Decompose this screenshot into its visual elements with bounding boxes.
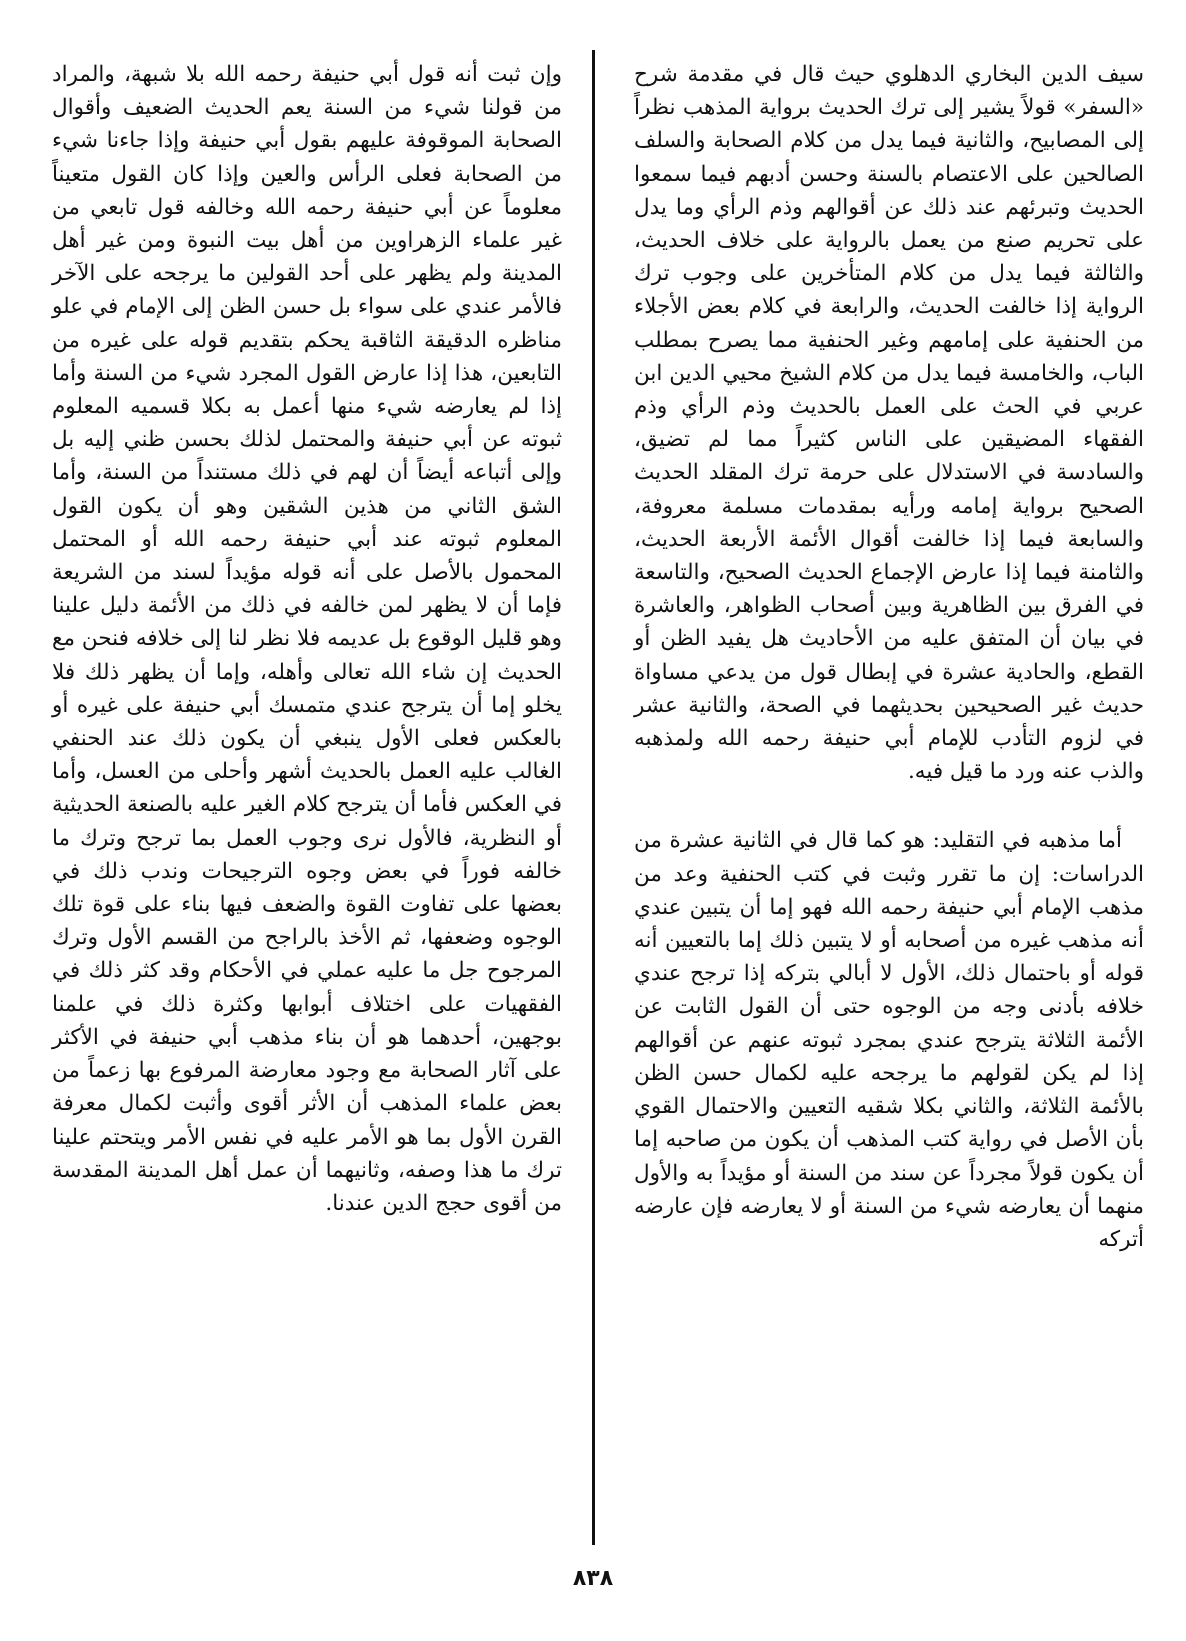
right-column-paragraph-1: سيف الدين البخاري الدهلوي حيث قال في مقدمة شرح «السفر» قولاً يشير إلى ترك الحديث برواية المذهب نظراً إلى المصابيح، والثانية فيما يدل من كلام الصحابة والسلف الصالحين على الاعتصام بالسنة وحسن أدبهم فيما سمعوا الحديث وتبرئهم عند ذلك عن أقوالهم وذم الرأي وما يدل على تحريم صنع من يعمل بالرواية على خلاف الحديث، والثالثة فيما يدل من كلام المتأخرين على وجوب ترك الرواية إذا خالفت الحديث، والرابعة في كلام بعض الأجلاء من الحنفية على إمامهم وغير الحنفية مما يصرح بمطلب الباب، والخامسة فيما يدل من كلام الشيخ محيي الدين ابن عربي في الحث على العمل بالحديث وذم الرأي وذم الفقهاء المضيقين على الناس كثيراً مما لم تضيق، والسادسة في الاستدلال على حرمة ترك المقلد الحديث الصحيح برواية إمامه ورأيه بمقدمات مسلمة معروفة، والسابعة فيما إذا خالفت أقوال الأئمة الأربعة الحديث، والثامنة فيما إذا عارض الإجماع الحديث الصحيح، والتاسعة في الفرق بين الظاهرية وبين أصحاب الظواهر، والعاشرة في بيان أن المتفق عليه من الأحاديث هل يفيد الظن أو القطع، والحادية عشرة في إبطال قول من يدعي مساواة حديث غير الصحيحين بحديثهما في الصحة، والثانية عشر في لزوم التأدب للإمام أبي حنيفة رحمه الله ولمذهبه والذب عنه ورد ما قيل فيه. bbox=[634, 62, 1144, 785]
left-column-paragraph-1: وإن ثبت أنه قول أبي حنيفة رحمه الله بلا شبهة، والمراد من قولنا شيء من السنة يعم الحديث الضعيف وأقوال الصحابة الموقوفة عليهم بقول أبي حنيفة وإذا جاءنا شيء من الصحابة فعلى الرأس والعين وإذا كان القول متعيناً معلوماً عن أبي حنيفة رحمه الله وخالفه قول تابعي من غير علماء الزهراوين من أهل بيت النبوة ومن غير أهل المدينة ولم يظهر على أحد القولين ما يرجحه على الآخر فالأمر عندي على سواء بل حسن الظن إلى الإمام في علو مناظره الدقيقة الثاقبة يحكم بتقديم قوله على غيره من التابعين، هذا إذا عارض القول المجرد شيء من السنة وأما إذا لم يعارضه شيء منها أعمل به بكلا قسميه المعلوم ثبوته عن أبي حنيفة والمحتمل لذلك بحسن ظني إليه بل وإلى أتباعه أيضاً أن لهم في ذلك مستنداً من السنة، وأما الشق الثاني من هذين الشقين وهو أن يكون القول المعلوم ثبوته عند أبي حنيفة رحمه الله أو المحتمل المحمول بالأصل على أنه قوله مؤيداً لسند من الشريعة فإما أن لا يظهر لمن خالفه في ذلك من الأئمة دليل علينا وهو قليل الوقوع بل عديمه فلا نظر لنا إلى خلافه فنحن مع الحديث إن شاء الله تعالى وأهله، وإما أن يظهر ذلك فلا يخلو إما أن يترجح عندي متمسك أبي حنيفة على غيره أو بالعكس فعلى الأول ينبغي أن يكون ذلك عند الحنفي الغالب عليه العمل بالحديث أشهر وأحلى من العسل، وأما في العكس فأما أن يترجح كلام الغير عليه بالصنعة الحديثية أو النظرية، فالأول نرى وجوب العمل بما ترجح وترك ما خالفه فوراً في بعض وجوه الترجيحات وندب ذلك في بعضها على تفاوت القوة والضعف فيها بناء على قوة تلك الوجوه وضعفها، ثم الأخذ بالراجح من القسم الأول وترك المرجوح جل ما عليه عملي في الأحكام وقد كثر ذلك في الفقهيات على اختلاف أبوابها وكثرة ذلك في علمنا بوجهين، أحدهما هو أن بناء مذهب أبي حنيفة في الأكثر على آثار الصحابة مع وجود معارضة المرفوع بها زعماً من بعض علماء المذهب أن الأثر أقوى وأثبت لكمال معرفة القرن الأول بما هو الأمر عليه في نفس الأمر ويتحتم علينا ترك ما هذا وصفه، وثانيهما أن عمل أهل المدينة المقدسة من أقوى حجج الدين عندنا. bbox=[52, 62, 562, 1216]
left-text-column bbox=[52, 58, 562, 1220]
page-number: ٨٣٨ bbox=[572, 1566, 614, 1591]
right-column-paragraph-2: أما مذهبه في التقليد: هو كما قال في الثانية عشرة من الدراسات: إن ما تقرر وثبت في كتب الحنفية وعد من مذهب الإمام أبي حنيفة رحمه الله فهو إما أن يتبين عندي أنه مذهب غيره من أصحابه أو لا يتبين ذلك إما بالتعيين أنه قوله أو باحتمال ذلك، الأول لا أبالي بتركه إذا ترجح عندي خلافه بأدنى وجه من الوجوه حتى أن القول الثابت عن الأئمة الثلاثة يترجح عندي بمجرد ثبوته عنهم عن أقوالهم إذا لم يكن لقولهم ما يرجحه عليه لكمال حسن الظن بالأئمة الثلاثة، والثاني بكلا شقيه التعيين والاحتمال القوي بأن الأصل في رواية كتب المذهب أن يكون من صاحبه إما أن يكون قولاً مجرداً عن سند من السنة أو مؤيداً به والأول منهما أن يعارضه شيء من السنة أو لا يعارضه فإن عارضه أتركه bbox=[634, 828, 1144, 1252]
column-divider bbox=[592, 50, 595, 1545]
right-text-column bbox=[634, 58, 1144, 1256]
